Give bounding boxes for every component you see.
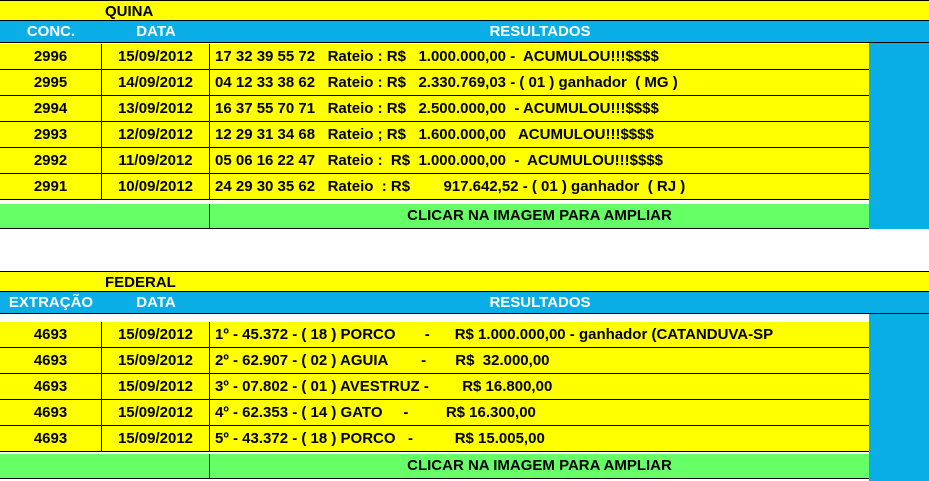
quina-result: 17 32 39 55 72 Rateio : R$ 1.000.000,00 - ACUMULOU!!!$$$$ — [215, 48, 659, 65]
quina-row — [0, 96, 869, 122]
quina-date: 14/09/2012 — [102, 70, 210, 95]
federal-extracao: 4693 — [0, 322, 102, 347]
quina-conc: 2992 — [0, 148, 102, 173]
federal-extracao: 4693 — [0, 374, 102, 399]
federal-result: 4º - 62.353 - ( 14 ) GATO - R$ 16.300,00 — [215, 404, 536, 421]
federal-extracao: 4693 — [0, 426, 102, 451]
federal-date: 15/09/2012 — [102, 426, 210, 451]
quina-title: QUINA — [105, 3, 154, 20]
federal-title: FEDERAL — [105, 274, 176, 291]
quina-conc: 2995 — [0, 70, 102, 95]
federal-blue-side — [869, 314, 929, 481]
quina-date: 13/09/2012 — [102, 96, 210, 121]
quina-date: 15/09/2012 — [102, 44, 210, 69]
quina-conc: 2993 — [0, 122, 102, 147]
quina-header-row — [0, 21, 929, 43]
federal-title-band — [0, 271, 929, 292]
federal-row — [0, 348, 869, 374]
federal-date: 15/09/2012 — [102, 374, 210, 399]
quina-row — [0, 70, 869, 96]
federal-row — [0, 400, 869, 426]
federal-row — [0, 426, 869, 452]
quina-enlarge-link[interactable]: CLICAR NA IMAGEM PARA AMPLIAR — [407, 207, 672, 224]
quina-conc: 2991 — [0, 174, 102, 199]
federal-extracao: 4693 — [0, 400, 102, 425]
federal-date: 15/09/2012 — [102, 322, 210, 347]
federal-panel — [0, 271, 929, 481]
quina-result: 04 12 33 38 62 Rateio : R$ 2.330.769,03 - ( 01 ) ganhador ( MG ) — [215, 74, 678, 91]
quina-row — [0, 174, 869, 200]
federal-link-spacer — [0, 454, 210, 478]
quina-blue-side — [869, 43, 929, 229]
quina-row — [0, 148, 869, 174]
quina-date: 10/09/2012 — [102, 174, 210, 199]
federal-date: 15/09/2012 — [102, 400, 210, 425]
federal-date: 15/09/2012 — [102, 348, 210, 373]
federal-result: 2º - 62.907 - ( 02 ) AGUIA - R$ 32.000,00 — [215, 352, 550, 369]
federal-extracao: 4693 — [0, 348, 102, 373]
quina-result: 12 29 31 34 68 Rateio ; R$ 1.600.000,00 ACUMULOU!!!$$$$ — [215, 126, 654, 143]
quina-date: 12/09/2012 — [102, 122, 210, 147]
quina-conc: 2996 — [0, 44, 102, 69]
federal-header-resultados: RESULTADOS — [489, 294, 591, 311]
quina-panel — [0, 0, 929, 229]
quina-header-data: DATA — [136, 23, 176, 40]
quina-header-conc: CONC. — [26, 23, 76, 40]
federal-row — [0, 322, 869, 348]
federal-header-data: DATA — [136, 294, 176, 311]
federal-result: 1º - 45.372 - ( 18 ) PORCO - R$ 1.000.000,00 - ganhador (CATANDUVA-SP — [215, 326, 774, 343]
federal-result: 3º - 07.802 - ( 01 ) AVESTRUZ - R$ 16.800,00 — [215, 378, 553, 395]
quina-title-band — [0, 0, 929, 21]
federal-enlarge-link[interactable]: CLICAR NA IMAGEM PARA AMPLIAR — [407, 457, 672, 474]
quina-date: 11/09/2012 — [102, 148, 210, 173]
quina-row — [0, 122, 869, 148]
quina-link-spacer — [0, 204, 210, 228]
quina-result: 16 37 55 70 71 Rateio : R$ 2.500.000,00 - ACUMULOU!!!$$$$ — [215, 100, 659, 117]
federal-row — [0, 374, 869, 400]
quina-link-row — [0, 204, 869, 229]
federal-header-extracao: EXTRAÇÃO — [8, 294, 94, 311]
federal-result: 5º - 43.372 - ( 18 ) PORCO - R$ 15.005,00 — [215, 430, 545, 447]
quina-conc: 2994 — [0, 96, 102, 121]
federal-header-row — [0, 292, 929, 314]
quina-result: 24 29 30 35 62 Rateio : R$ 917.642,52 - ( 01 ) ganhador ( RJ ) — [215, 178, 686, 195]
federal-link-row — [0, 454, 869, 479]
quina-result: 05 06 16 22 47 Rateio : R$ 1.000.000,00 - ACUMULOU!!!$$$$ — [215, 152, 663, 169]
quina-header-resultados: RESULTADOS — [489, 23, 591, 40]
quina-row — [0, 44, 869, 70]
